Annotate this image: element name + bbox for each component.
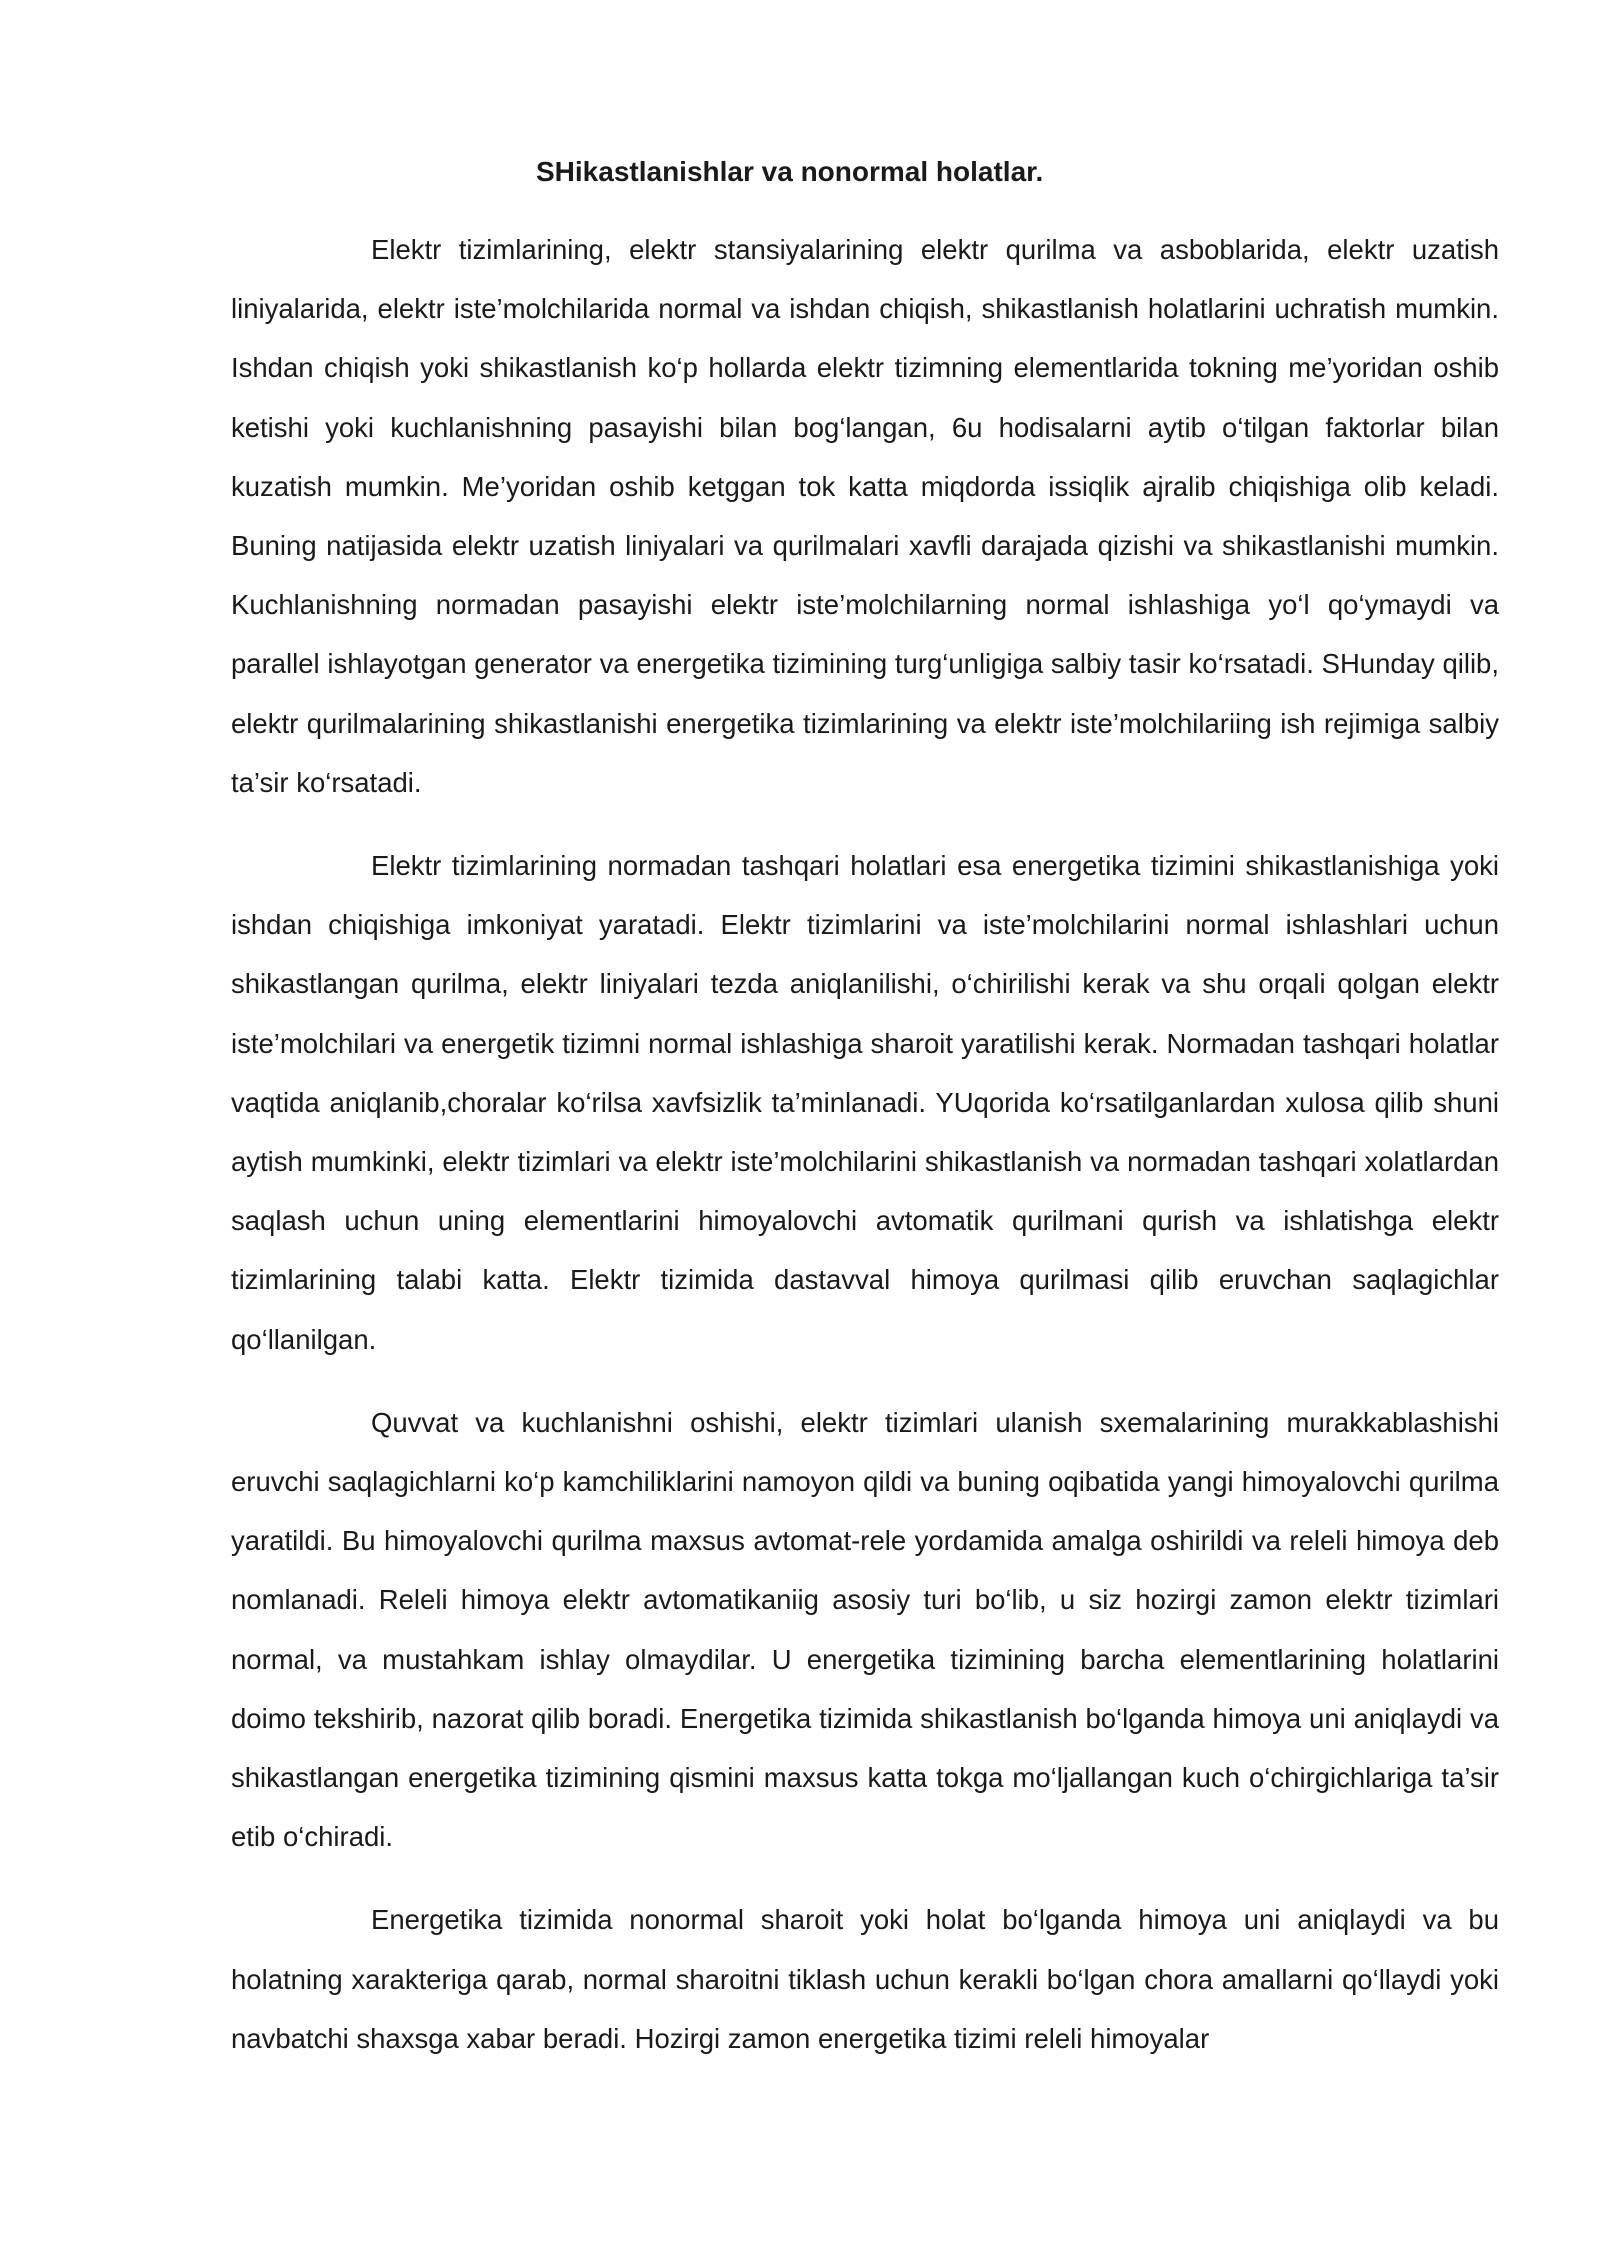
document-body xyxy=(231,150,1499,2092)
paragraph-4: Energetika tizimida nonormal sharoit yoki holat bo‘lganda himoya uni aniqlaydi va bu holatning xarakteriga qarab, normal sharoitni tiklash uchun kerakli bo‘lgan chora amallarni qo‘llaydi yoki navbatchi shaxsga xabar beradi. Hozirgi zamon energetika tizimi releli himoyalar xyxy=(231,1904,1499,2054)
paragraph-2: Elektr tizimlarining normadan tashqari holatlari esa energetika tizimini shikastlanishiga yoki ishdan chiqishiga imkoniyat yaratadi. Elektr tizimlarini va iste’molchilarini normal ishlashlari uchun shikastlangan qurilma, elektr liniyalari tezda aniqlanilishi, o‘chirilishi kerak va shu orqali qolgan elektr iste’molchilari va energetik tizimni normal ishlashiga sharoit yaratilishi kerak. Normadan tashqari holatlar vaqtida aniqlanib,choralar ko‘rilsa xavfsizlik ta’minlanadi. YUqorida ko‘rsatilganlardan xulosa qilib shuni aytish mumkinki, elektr tizimlari va elektr iste’molchilarini shikastlanish va normadan tashqari xolatlardan saqlash uchun uning elementlarini himoyalovchi avtomatik qurilmani qurish va ishlatishga elektr tizimlarining talabi katta. Elektr tizimida dastavval himoya qurilmasi qilib eruvchan saqlagichlar qo‘llanilgan. xyxy=(231,850,1499,1355)
paragraph-3: Quvvat va kuchlanishni oshishi, elektr tizimlari ulanish sxemalarining murakkablashishi eruvchi saqlagichlarni ko‘p kamchiliklarini namoyon qildi va buning oqibatida yangi himoyalovchi qurilma yaratildi. Bu himoyalovchi qurilma maxsus avtomat-rele yordamida amalga oshirildi va releli himoya deb nomlanadi. Releli himoya elektr avtomatikaniig asosiy turi bo‘lib, u siz hozirgi zamon elektr tizimlari normal, va mustahkam ishlay olmaydilar. U energetika tizimining barcha elementlarining holatlarini doimo tekshirib, nazorat qilib boradi. Energetika tizimida shikastlanish bo‘lganda himoya uni aniqlaydi va shikastlangan energetika tizimining qismini maxsus katta tokga mo‘ljallangan kuch o‘chirgichlariga ta’sir etib o‘chiradi. xyxy=(231,1406,1499,1853)
page-title: SHikastlanishlar va nonormal holatlar. xyxy=(536,156,1044,187)
paragraph-1: Elektr tizimlarining, elektr stansiyalarining elektr qurilma va asboblarida, elektr uzatish liniyalarida, elektr iste’molchilarida normal va ishdan chiqish, shikastlanish holatlarini uchratish mumkin. Ishdan chiqish yoki shikastlanish ko‘p hollarda elektr tizimning elementlarida tokning me’yoridan oshib ketishi yoki kuchlanishning pasayishi bilan bog‘langan, 6u hodisalarni aytib o‘tilgan faktorlar bilan kuzatish mumkin. Me’yoridan oshib ketggan tok katta miqdorda issiqlik ajralib chiqishiga olib keladi. Buning natijasida elektr uzatish liniyalari va qurilmalari xavfli darajada qizishi va shikastlanishi mumkin. Kuchlanishning normadan pasayishi elektr iste’molchilarning normal ishlashiga yo‘l qo‘ymaydi va parallel ishlayotgan generator va energetika tizimining turg‘unligiga salbiy tasir ko‘rsatadi. SHunday qilib, elektr qurilmalarining shikastlanishi energetika tizimlarining va elektr iste’molchilariing ish rejimiga salbiy ta’sir ko‘rsatadi. xyxy=(231,234,1499,798)
